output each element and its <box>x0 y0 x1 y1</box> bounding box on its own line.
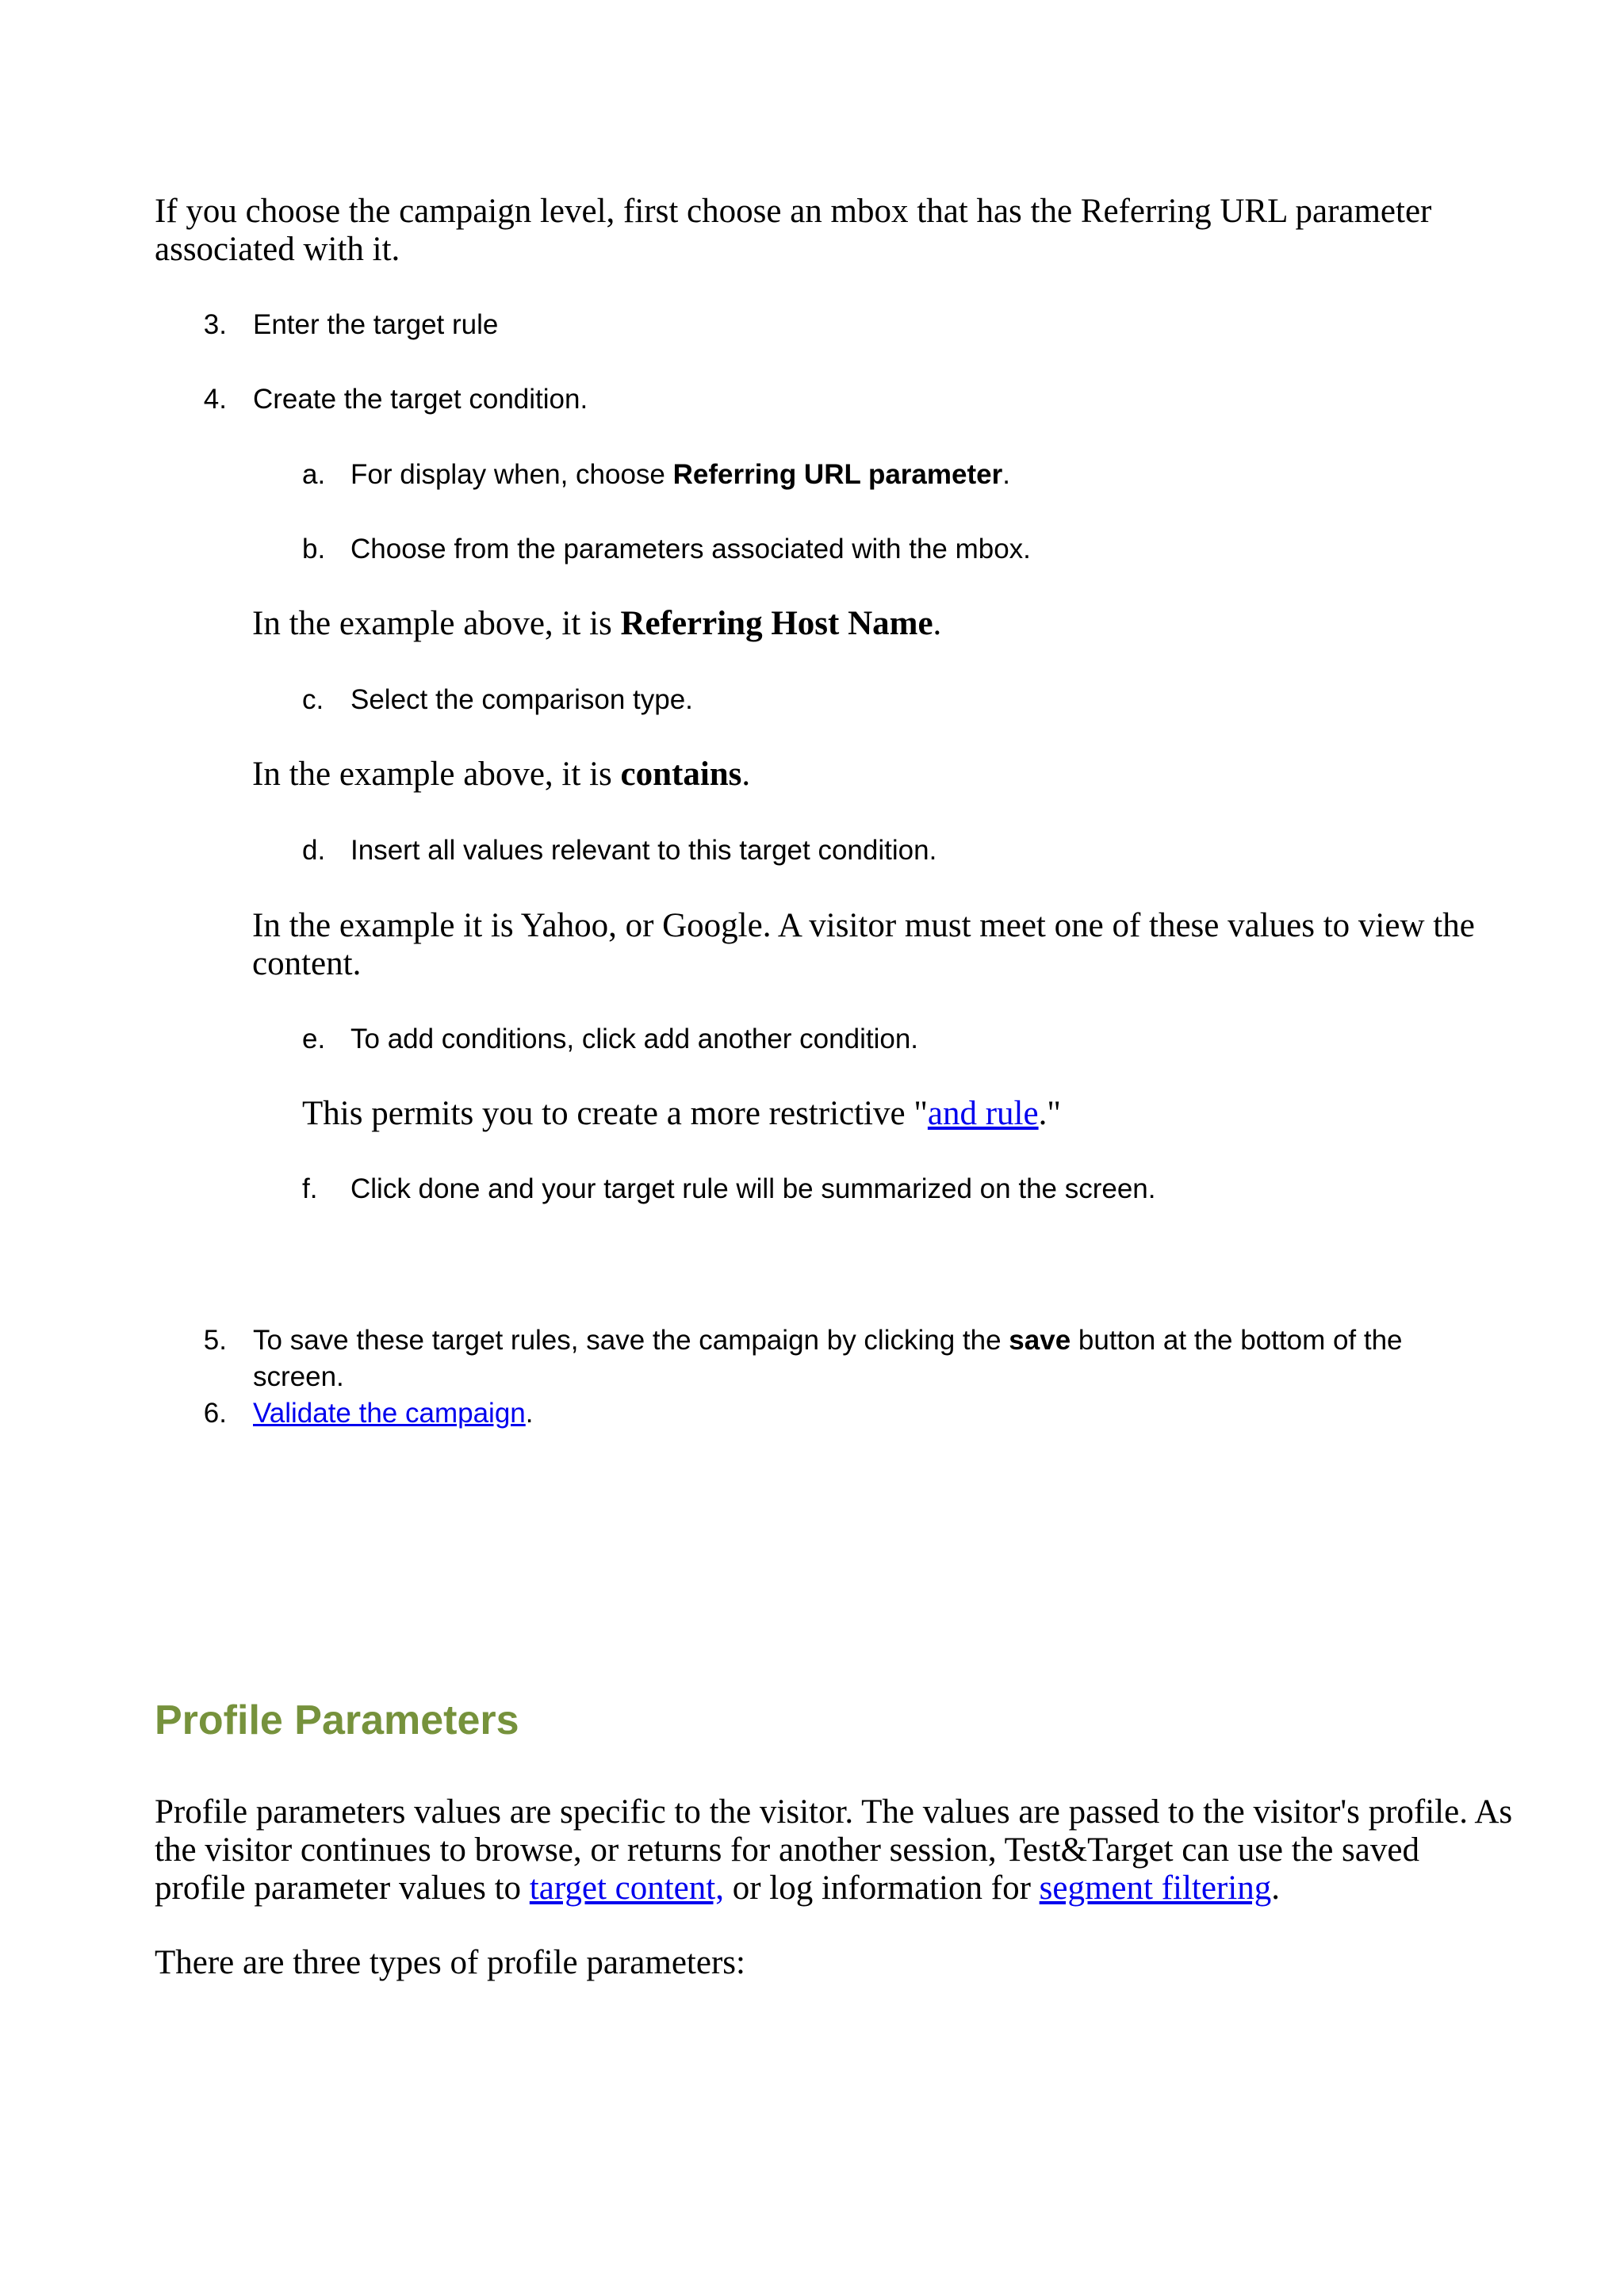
note-line-1: In the example it is Yahoo, or Google. A visitor must meet one of these values to view the <box>252 907 1475 944</box>
profile-types-intro: There are three types of profile parameters: <box>155 1944 745 1981</box>
and-rule-link[interactable]: and rule <box>927 1095 1039 1132</box>
step-text-line-2: screen. <box>253 1361 344 1392</box>
substep-letter: d. <box>302 835 326 866</box>
profile-line-3-mid: or log information for <box>723 1869 1040 1907</box>
section-heading: Profile Parameters <box>155 1697 519 1743</box>
substep-text: Select the comparison type. <box>350 684 693 715</box>
substep-text: Click done and your target rule will be summarized on the screen. <box>350 1173 1156 1204</box>
substep-letter: c. <box>302 684 324 715</box>
note-bold: contains <box>620 756 742 793</box>
note-post: . <box>933 605 942 642</box>
substep-text: Insert all values relevant to this target condition. <box>350 835 937 866</box>
profile-line-3 <box>155 1869 1512 1908</box>
note-post: ." <box>1038 1095 1061 1132</box>
step-text-post: . <box>525 1398 534 1429</box>
substep-e-note <box>302 1095 1061 1133</box>
step-number: 6. <box>203 1398 227 1429</box>
note-bold: Referring Host Name <box>620 605 933 642</box>
substep-letter: f. <box>302 1173 318 1204</box>
substep-text-pre: For display when, choose <box>350 459 673 490</box>
substep-letter: b. <box>302 534 326 564</box>
segment-filtering-link[interactable]: segment filtering <box>1039 1869 1272 1907</box>
substep-text: Choose from the parameters associated with the mbox. <box>350 534 1031 564</box>
note-post: . <box>741 756 751 793</box>
step-text <box>253 1322 1403 1395</box>
step-text: Enter the target rule <box>253 309 499 340</box>
target-content-link[interactable]: target content, <box>529 1869 724 1907</box>
step-text <box>253 1395 533 1432</box>
step-text-line-1 <box>253 1322 1403 1359</box>
step-text: Create the target condition. <box>253 384 588 415</box>
note-line-2: content. <box>252 945 362 982</box>
step-number: 4. <box>203 384 227 415</box>
intro-line-1: If you choose the campaign level, first choose an mbox that has the Referring URL parameter <box>155 193 1432 230</box>
substep-letter: a. <box>302 459 326 490</box>
validate-campaign-link[interactable]: Validate the campaign <box>253 1398 526 1429</box>
profile-line-3-pre: profile parameter values to <box>155 1869 530 1907</box>
substep-b-note <box>252 605 941 643</box>
profile-paragraph <box>155 1793 1512 1908</box>
step-text-post: button at the bottom of the <box>1071 1325 1403 1356</box>
note-pre: This permits you to create a more restrictive " <box>302 1095 928 1132</box>
substep-text-bold: Referring URL parameter <box>672 459 1003 490</box>
intro-line-2: associated with it. <box>155 231 400 268</box>
profile-line-1: Profile parameters values are specific to the visitor. The values are passed to the visitor's profile. As <box>155 1793 1513 1831</box>
note-pre: In the example above, it is <box>252 605 621 642</box>
step-text-pre: To save these target rules, save the campaign by clicking the <box>253 1325 1009 1356</box>
substep-text-post: . <box>1002 459 1010 490</box>
substep-text: To add conditions, click add another condition. <box>350 1024 919 1054</box>
step-number: 5. <box>203 1325 227 1356</box>
profile-line-2: the visitor continues to browse, or returns for another session, Test&Target can use the saved <box>155 1831 1419 1869</box>
substep-text <box>350 457 1010 493</box>
profile-line-3-post: . <box>1271 1869 1280 1907</box>
step-text-bold: save <box>1009 1325 1071 1356</box>
substep-letter: e. <box>302 1024 326 1054</box>
intro-paragraph <box>155 193 1431 269</box>
substep-c-note <box>252 756 750 794</box>
step-number: 3. <box>203 309 227 340</box>
substep-d-note <box>252 907 1475 983</box>
note-pre: In the example above, it is <box>252 756 621 793</box>
